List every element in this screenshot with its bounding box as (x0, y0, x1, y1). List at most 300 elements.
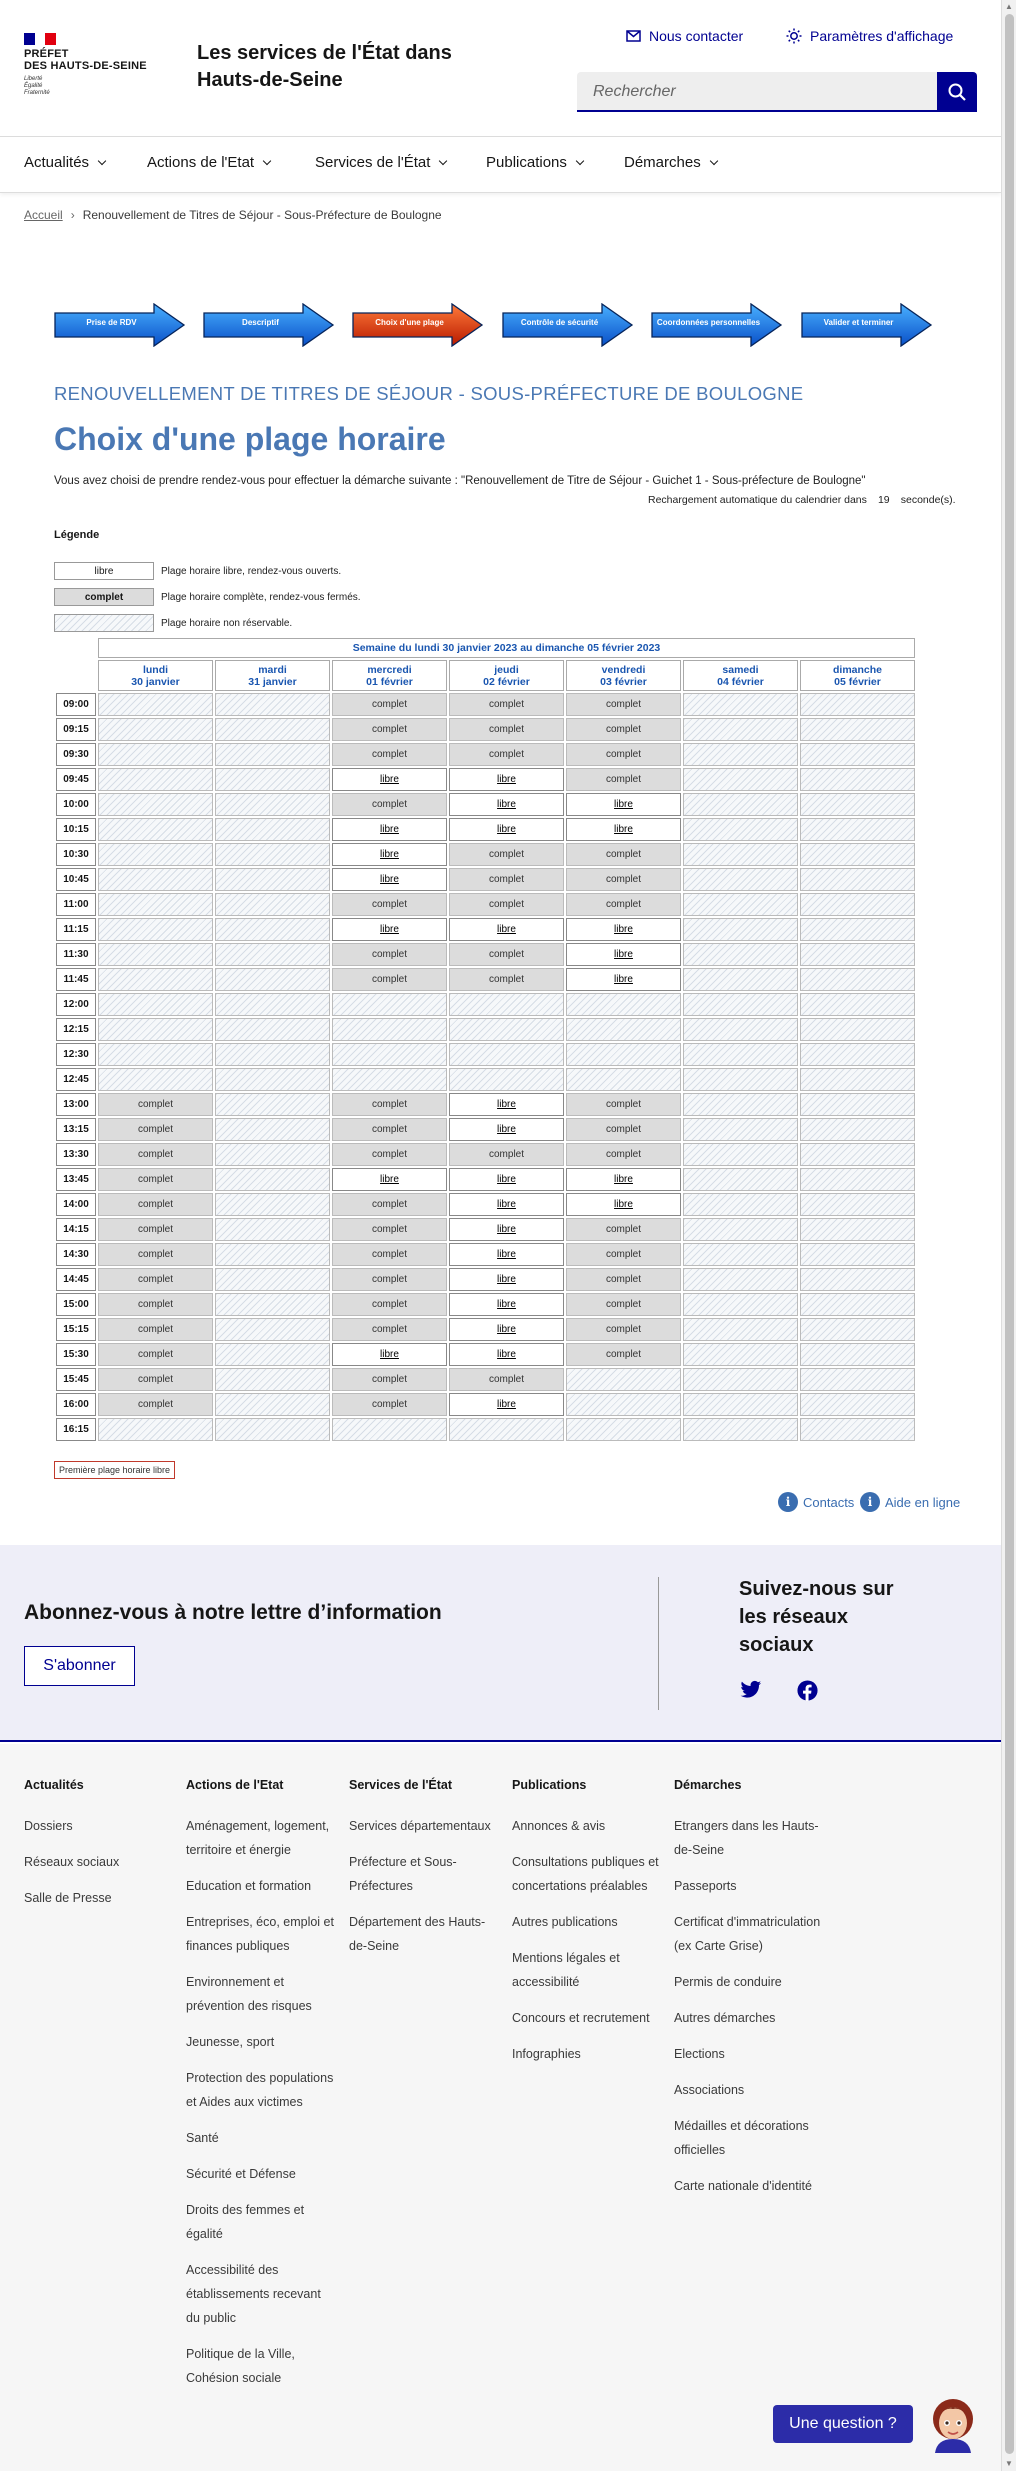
time-label: 12:00 (56, 993, 96, 1016)
slot-complet: complet (566, 743, 681, 766)
slot-complet: complet (332, 1393, 447, 1416)
time-row (56, 1218, 915, 1241)
slot-libre[interactable] (332, 843, 447, 866)
week-label: Semaine du lundi 30 janvier 2023 au dimanche 05 février 2023 (98, 638, 915, 658)
logo-line-2: DES HAUTS-DE-SEINE (24, 60, 147, 72)
slot-libre-link[interactable]: libre (497, 799, 516, 810)
slot-libre-link[interactable]: libre (497, 1349, 516, 1360)
time-row (56, 843, 915, 866)
slot-libre[interactable] (449, 793, 564, 816)
scroll-down-icon[interactable]: ▼ (1005, 2459, 1013, 2468)
slot-libre[interactable] (449, 1193, 564, 1216)
slot-unavailable (332, 993, 447, 1016)
time-row (56, 1168, 915, 1191)
scrollbar-thumb[interactable] (1005, 14, 1014, 2454)
chat-question-button[interactable]: Une question ? (773, 2405, 913, 2443)
online-help-link[interactable] (860, 1492, 960, 1512)
time-label: 15:45 (56, 1368, 96, 1391)
slot-unavailable (215, 1043, 330, 1066)
slot-libre-link[interactable]: libre (497, 1099, 516, 1110)
slot-libre[interactable] (449, 1293, 564, 1316)
day-name: samedi (722, 663, 759, 676)
first-free-slot-button[interactable]: Première plage horaire libre (54, 1461, 175, 1479)
footer-link[interactable]: Département des Hauts-de-Seine (349, 1915, 486, 1953)
slot-libre[interactable] (449, 1118, 564, 1141)
footer-link[interactable]: Mentions légales et accessibilité (512, 1951, 620, 1989)
slot-unavailable (800, 1018, 915, 1041)
slot-libre-link[interactable]: libre (497, 1174, 516, 1185)
slot-libre[interactable] (449, 918, 564, 941)
slot-libre-link[interactable]: libre (380, 849, 399, 860)
slot-libre-link[interactable]: libre (497, 1399, 516, 1410)
site-title[interactable]: Les services de l'État dans Hauts-de-Seine (197, 42, 452, 91)
footer-link[interactable]: Autres publications (512, 1915, 618, 1929)
scroll-up-icon[interactable]: ▲ (1005, 2, 1013, 11)
slot-complet: complet (98, 1393, 213, 1416)
slot-complet: complet (98, 1293, 213, 1316)
footer-column-title[interactable]: Publications (512, 1778, 587, 1792)
slot-libre[interactable] (449, 768, 564, 791)
day-date: 03 février (600, 675, 647, 688)
slot-libre[interactable] (332, 818, 447, 841)
day-name: jeudi (494, 663, 519, 676)
slot-libre-link[interactable]: libre (380, 874, 399, 885)
day-name: lundi (142, 663, 169, 676)
time-row (56, 1318, 915, 1341)
time-row (56, 1018, 915, 1041)
slot-complet: complet (98, 1343, 213, 1366)
step-label: Coordonnées personnelles (656, 318, 761, 327)
footer-link[interactable]: Education et formation (186, 1879, 312, 1893)
footer-link[interactable]: Droits des femmes et égalité (186, 2203, 305, 2241)
nav-services-etat[interactable] (315, 154, 446, 171)
chevron-down-icon (98, 156, 106, 164)
time-label: 09:45 (56, 768, 96, 791)
time-row (56, 893, 915, 916)
slot-unavailable (800, 1168, 915, 1191)
devise (24, 76, 50, 97)
time-label: 14:30 (56, 1243, 96, 1266)
slot-complet: complet (332, 793, 447, 816)
footer-link[interactable]: Santé (186, 2131, 219, 2145)
slot-unavailable (800, 793, 915, 816)
slot-unavailable (98, 1043, 213, 1066)
slot-libre[interactable] (449, 1243, 564, 1266)
time-row (56, 718, 915, 741)
footer-link[interactable]: Annonces & avis (512, 1819, 606, 1833)
footer-link[interactable]: Etrangers dans les Hauts-de-Seine (674, 1819, 819, 1857)
slot-libre-link[interactable]: libre (497, 774, 516, 785)
slot-libre[interactable] (566, 818, 681, 841)
slot-libre[interactable] (566, 968, 681, 991)
slot-unavailable (98, 1418, 213, 1441)
slot-libre-link[interactable]: libre (614, 974, 633, 985)
slot-complet: complet (449, 868, 564, 891)
slot-unavailable (800, 893, 915, 916)
slot-complet: complet (566, 868, 681, 891)
breadcrumb-home[interactable]: Accueil (24, 208, 63, 222)
slot-unavailable (98, 1068, 213, 1091)
slot-unavailable (800, 1118, 915, 1141)
slot-libre[interactable] (449, 818, 564, 841)
step-label: Valider et terminer (823, 318, 894, 327)
slot-libre[interactable] (449, 1218, 564, 1241)
slot-unavailable (683, 1068, 798, 1091)
slot-libre[interactable] (449, 1393, 564, 1416)
slot-complet: complet (332, 943, 447, 966)
slot-unavailable (683, 1368, 798, 1391)
time-label: 13:45 (56, 1168, 96, 1191)
slot-complet: complet (566, 1118, 681, 1141)
slot-complet: complet (98, 1243, 213, 1266)
slot-libre-link[interactable]: libre (380, 924, 399, 935)
breadcrumb-current: Renouvellement de Titres de Séjour - Sous-Préfecture de Boulogne (82, 208, 442, 222)
facebook-icon[interactable] (797, 1680, 818, 1701)
time-row (56, 1093, 915, 1116)
slot-unavailable (215, 1193, 330, 1216)
slot-libre-link[interactable]: libre (614, 1199, 633, 1210)
footer-link[interactable]: Accessibilité des établissements recevant du public (186, 2263, 321, 2325)
slot-unavailable (800, 1218, 915, 1241)
breadcrumb-separator-icon: › (70, 208, 75, 222)
legend-libre (54, 562, 341, 580)
slot-unavailable (566, 1018, 681, 1041)
slot-complet: complet (332, 893, 447, 916)
nav-label: Démarches (624, 154, 701, 171)
time-row (56, 1068, 915, 1091)
nav-label: Actions de l'Etat (147, 154, 255, 171)
slot-unavailable (98, 1018, 213, 1041)
footer-link[interactable]: Elections (674, 2047, 725, 2061)
slot-unavailable (683, 843, 798, 866)
slot-unavailable (800, 918, 915, 941)
search-button[interactable] (937, 72, 977, 112)
slot-unavailable (800, 1193, 915, 1216)
footer-link[interactable]: Préfecture et Sous-Préfectures (349, 1855, 457, 1893)
slot-libre-link[interactable]: libre (614, 1174, 633, 1185)
footer-column (24, 1778, 174, 1922)
slot-complet: complet (566, 893, 681, 916)
slot-complet: complet (98, 1268, 213, 1291)
display-settings-link[interactable] (786, 28, 953, 44)
nav-actions-etat[interactable] (147, 154, 270, 171)
footer-link[interactable]: Permis de conduire (674, 1975, 782, 1989)
time-row (56, 1243, 915, 1266)
slot-libre-link[interactable]: libre (497, 824, 516, 835)
slot-unavailable (98, 918, 213, 941)
slot-libre-link[interactable]: libre (380, 1349, 399, 1360)
slot-libre-link[interactable]: libre (614, 824, 633, 835)
step-label: Prise de RDV (86, 318, 137, 327)
slot-unavailable (683, 1168, 798, 1191)
slot-libre[interactable] (332, 1343, 447, 1366)
reload-suffix: seconde(s). (900, 494, 956, 506)
step-5 (651, 303, 783, 347)
footer-link[interactable]: Médailles et décorations officielles (674, 2119, 809, 2157)
legend-libre-box: libre (54, 562, 154, 580)
day-header-mercredi (332, 660, 447, 691)
slot-complet: complet (449, 693, 564, 716)
time-label: 15:15 (56, 1318, 96, 1341)
search-input[interactable]: Rechercher (577, 72, 937, 112)
footer-column-title[interactable]: Services de l'État (349, 1778, 453, 1792)
time-label: 16:15 (56, 1418, 96, 1441)
slot-unavailable (98, 718, 213, 741)
footer-link[interactable]: Infographies (512, 2047, 581, 2061)
subscribe-button[interactable]: S'abonner (24, 1646, 135, 1686)
republic-flag-logo[interactable] (24, 33, 56, 45)
slot-unavailable (683, 1293, 798, 1316)
legend-none (54, 614, 292, 632)
footer-link[interactable]: Concours et recrutement (512, 2011, 650, 2025)
slot-libre[interactable] (566, 918, 681, 941)
slot-unavailable (215, 1318, 330, 1341)
slot-complet: complet (98, 1318, 213, 1341)
slot-libre-link[interactable]: libre (380, 824, 399, 835)
time-row (56, 1293, 915, 1316)
chevron-down-icon (709, 156, 717, 164)
step-label: Contrôle de sécurité (520, 318, 599, 327)
slot-unavailable (215, 743, 330, 766)
time-row (56, 1268, 915, 1291)
time-row (56, 1418, 915, 1441)
slot-complet: complet (98, 1368, 213, 1391)
time-row (56, 1193, 915, 1216)
slot-libre-link[interactable]: libre (497, 1299, 516, 1310)
slot-unavailable (566, 993, 681, 1016)
footer-link[interactable]: Entreprises, éco, emploi et finances publiques (186, 1915, 334, 1953)
time-label: 16:00 (56, 1393, 96, 1416)
time-row (56, 793, 915, 816)
footer-link[interactable]: Aménagement, logement, territoire et énergie (186, 1819, 330, 1857)
slot-libre-link[interactable]: libre (497, 1224, 516, 1235)
prefet-logo-text[interactable] (24, 48, 147, 72)
slot-libre[interactable] (449, 1318, 564, 1341)
footer-link[interactable]: Carte nationale d'identité (674, 2179, 812, 2193)
slot-unavailable (683, 768, 798, 791)
footer-column-title[interactable]: Actions de l'Etat (186, 1778, 284, 1792)
footer-link[interactable]: Autres démarches (674, 2011, 776, 2025)
day-date: 04 février (717, 675, 764, 688)
slot-unavailable (683, 1268, 798, 1291)
time-row (56, 693, 915, 716)
footer-column-title[interactable]: Démarches (674, 1778, 742, 1792)
nav-actualites[interactable] (24, 154, 105, 171)
footer-column-title[interactable]: Actualités (24, 1778, 84, 1792)
slot-unavailable (215, 868, 330, 891)
slot-libre-link[interactable]: libre (614, 949, 633, 960)
time-label: 11:45 (56, 968, 96, 991)
search-bar (577, 72, 977, 112)
time-row (56, 943, 915, 966)
slot-unavailable (215, 1293, 330, 1316)
slot-unavailable (215, 1143, 330, 1166)
slot-libre[interactable] (449, 1168, 564, 1191)
slot-unavailable (215, 718, 330, 741)
slot-unavailable (332, 1068, 447, 1091)
slot-unavailable (98, 868, 213, 891)
footer-link[interactable]: Services départementaux (349, 1819, 491, 1833)
step-1 (54, 303, 186, 347)
slot-libre-link[interactable]: libre (614, 924, 633, 935)
slot-complet: complet (332, 1368, 447, 1391)
slot-libre[interactable] (566, 793, 681, 816)
contacts-link[interactable] (778, 1492, 854, 1512)
slot-unavailable (215, 1368, 330, 1391)
slot-unavailable (215, 1418, 330, 1441)
slot-unavailable (800, 768, 915, 791)
chatbot-avatar-icon[interactable] (925, 2393, 981, 2453)
slot-complet: complet (332, 1243, 447, 1266)
step-3 (352, 303, 484, 347)
nav-publications[interactable] (486, 154, 583, 171)
time-row (56, 768, 915, 791)
slot-libre[interactable] (332, 1168, 447, 1191)
time-row (56, 1393, 915, 1416)
day-name: dimanche (832, 663, 882, 676)
slot-libre[interactable] (566, 1168, 681, 1191)
nav-label: Services de l'État (315, 154, 431, 171)
slot-libre[interactable] (449, 1343, 564, 1366)
slot-libre-link[interactable]: libre (497, 1249, 516, 1260)
footer-link[interactable]: Associations (674, 2083, 745, 2097)
footer-link[interactable]: Politique de la Ville, Cohésion sociale (186, 2347, 295, 2385)
online-help-label: Aide en ligne (885, 1494, 961, 1510)
day-name: vendredi (601, 663, 646, 676)
search-icon (947, 82, 967, 102)
chevron-down-icon (439, 156, 447, 164)
calendar-corner (56, 638, 96, 658)
footer-link[interactable]: Environnement et prévention des risques (186, 1975, 312, 2013)
chevron-down-icon (263, 156, 271, 164)
time-label: 13:30 (56, 1143, 96, 1166)
time-label: 11:30 (56, 943, 96, 966)
slot-libre[interactable] (332, 868, 447, 891)
slot-unavailable (683, 1418, 798, 1441)
time-label: 11:00 (56, 893, 96, 916)
slot-complet: complet (332, 1218, 447, 1241)
slot-unavailable (800, 1393, 915, 1416)
slot-unavailable (98, 693, 213, 716)
legend-none-box (54, 614, 154, 632)
slot-complet: complet (332, 1268, 447, 1291)
slot-unavailable (683, 1218, 798, 1241)
slot-complet: complet (332, 1118, 447, 1141)
footer-link[interactable]: Dossiers (24, 1819, 73, 1833)
legend-none-text: Plage horaire non réservable. (161, 617, 293, 629)
display-settings-label: Paramètres d'affichage (810, 28, 954, 44)
time-row (56, 1143, 915, 1166)
time-row (56, 918, 915, 941)
time-label: 13:00 (56, 1093, 96, 1116)
time-label: 11:15 (56, 918, 96, 941)
slot-libre[interactable] (449, 1093, 564, 1116)
time-label: 12:30 (56, 1043, 96, 1066)
chevron-down-icon (576, 156, 584, 164)
slot-libre[interactable] (332, 918, 447, 941)
time-label: 09:30 (56, 743, 96, 766)
slot-unavailable (683, 1043, 798, 1066)
slot-unavailable (215, 843, 330, 866)
slot-libre-link[interactable]: libre (380, 774, 399, 785)
slot-unavailable (215, 1218, 330, 1241)
slot-complet: complet (566, 1218, 681, 1241)
info-icon: i (778, 1492, 798, 1512)
time-row (56, 1368, 915, 1391)
time-label: 10:30 (56, 843, 96, 866)
slot-unavailable (215, 1093, 330, 1116)
time-label: 10:00 (56, 793, 96, 816)
slot-libre-link[interactable]: libre (497, 924, 516, 935)
time-row (56, 993, 915, 1016)
contact-label: Nous contacter (649, 28, 744, 44)
slot-unavailable (332, 1018, 447, 1041)
slot-complet: complet (98, 1218, 213, 1241)
time-label: 15:30 (56, 1343, 96, 1366)
slot-unavailable (215, 993, 330, 1016)
step-label: Descriptif (242, 318, 279, 327)
slot-libre-link[interactable]: libre (497, 1199, 516, 1210)
breadcrumb (24, 208, 442, 222)
slot-libre-link[interactable]: libre (497, 1274, 516, 1285)
page-scrollbar[interactable] (1001, 0, 1016, 2471)
slot-unavailable (683, 1193, 798, 1216)
footer-link[interactable]: Passeports (674, 1879, 737, 1893)
slot-libre-link[interactable]: libre (497, 1324, 516, 1335)
slot-libre[interactable] (332, 768, 447, 791)
slot-unavailable (683, 993, 798, 1016)
footer-link[interactable]: Réseaux sociaux (24, 1855, 120, 1869)
slot-unavailable (449, 993, 564, 1016)
slot-libre-link[interactable]: libre (497, 1124, 516, 1135)
slot-libre[interactable] (449, 1268, 564, 1291)
footer-link[interactable]: Consultations publiques et concertations préalables (512, 1855, 659, 1893)
day-date: 30 janvier (131, 675, 180, 688)
time-label: 13:15 (56, 1118, 96, 1141)
footer-link[interactable]: Jeunesse, sport (186, 2035, 275, 2049)
slot-unavailable (566, 1043, 681, 1066)
slot-unavailable (98, 968, 213, 991)
slot-unavailable (683, 693, 798, 716)
slot-unavailable (683, 943, 798, 966)
footer-link[interactable]: Sécurité et Défense (186, 2167, 296, 2181)
time-row (56, 1043, 915, 1066)
legend-complet-box: complet (54, 588, 154, 606)
twitter-icon[interactable] (740, 1680, 762, 1700)
footer-link[interactable]: Salle de Presse (24, 1891, 112, 1905)
calendar-corner (56, 660, 96, 691)
time-row (56, 818, 915, 841)
site-header (0, 0, 1001, 137)
slot-complet: complet (98, 1093, 213, 1116)
nav-demarches[interactable] (624, 154, 717, 171)
slot-libre[interactable] (566, 943, 681, 966)
time-label: 15:00 (56, 1293, 96, 1316)
slot-libre[interactable] (566, 1193, 681, 1216)
slot-libre-link[interactable]: libre (614, 799, 633, 810)
footer-link[interactable]: Certificat d'immatriculation (ex Carte Grise) (674, 1915, 821, 1953)
contacts-label: Contacts (803, 1494, 855, 1510)
slot-libre-link[interactable]: libre (380, 1174, 399, 1185)
footer-link[interactable]: Protection des populations et Aides aux victimes (186, 2071, 334, 2109)
legend-complet (54, 588, 361, 606)
contact-link[interactable] (626, 28, 743, 44)
slot-unavailable (215, 1393, 330, 1416)
slot-complet: complet (98, 1143, 213, 1166)
slot-complet: complet (98, 1118, 213, 1141)
time-label: 14:15 (56, 1218, 96, 1241)
intro-text: Vous avez choisi de prendre rendez-vous pour effectuer la démarche suivante : "Renouvellement de Titre de Séjour - Guichet 1 - Sous-préfecture de Boulogne" (54, 475, 866, 487)
